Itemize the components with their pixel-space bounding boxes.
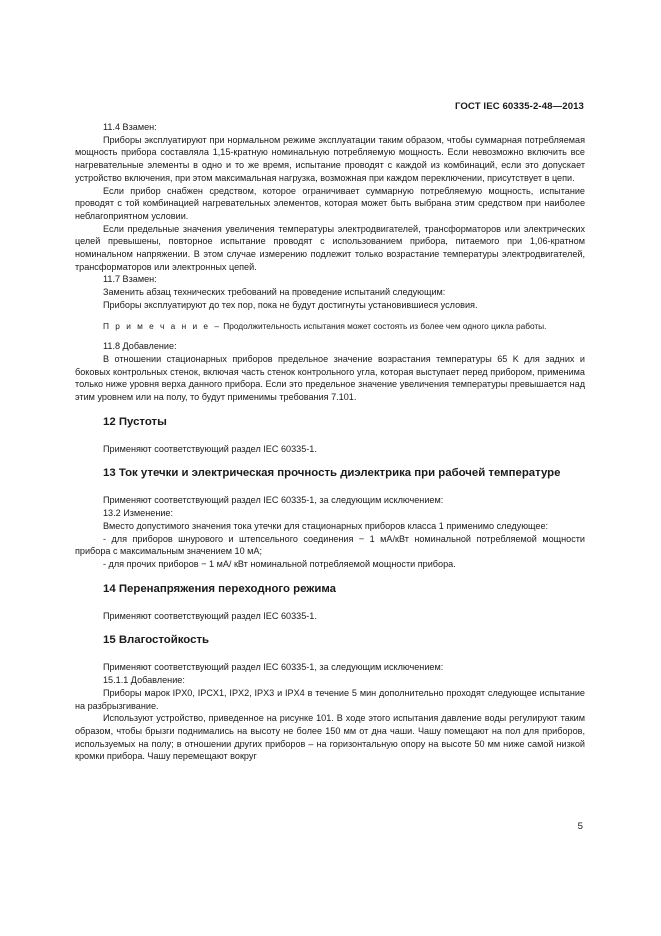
page-content — [75, 121, 585, 763]
section-14-heading: 14 Перенапряжения переходного режима — [103, 582, 336, 595]
clause-11-8-label: 11.8 Добавление: — [103, 341, 177, 352]
note-prefix: П р и м е ч а н и е – — [103, 320, 221, 331]
clause-11-4-label: 11.4 Взамен: — [103, 122, 157, 132]
clause-11-4-paragraph-3: Если предельные значения увеличения температуры электродвигателей, трансформаторов или электрических целей превышены, повторное испытание проводят с использованием прибора, питаемого при 1,06-кратном номинальном напряжении. В этом случае измерению подлежит только возрастание температуры электродвигателей, трансформаторов или электронных цепей. — [75, 223, 585, 272]
note-text: Продолжительность испытания может состоять из более чем одного цикла работы. — [223, 320, 547, 331]
clause-13-2-paragraph-3: - для прочих приборов − 1 мА/ кВт номинальной потребляемой мощности прибора. — [103, 558, 456, 569]
standard-header: ГОСТ IEC 60335-2-48—2013 — [454, 101, 584, 112]
clause-15-1-1-paragraph-1: Приборы марок IPX0, IPCX1, IPX2, IPX3 и IPX4 в течение 5 мин дополнительно проходят следующее испытание на разбрызгивание. — [75, 687, 585, 711]
section-15-heading: 15 Влагостойкость — [103, 634, 210, 647]
clause-11-7-note — [75, 320, 585, 333]
page-number: 5 — [577, 821, 583, 832]
clause-15-1-1-label: 15.1.1 Добавление: — [103, 675, 185, 686]
section-13-heading: 13 Ток утечки и электрическая прочность диэлектрика при рабочей температуре — [103, 467, 561, 480]
clause-11-4-paragraph-1: Приборы эксплуатируют при нормальном режиме эксплуатации таким образом, чтобы суммарная потребляемая мощность прибора составляла 1,15-кратную номинальную потребляемую мощность. Если невозможно включить все нагревательные элементы в одно и то же время, испытание проводят с каждой из комбинаций, если это допускает устройство включения, при этом максимальная нагрузка, возможная при каждом переключении, присутствует в цепи. — [75, 134, 585, 183]
section-12-heading: 12 Пустоты — [103, 415, 167, 428]
clause-11-7-label: 11.7 Взамен: — [103, 274, 157, 285]
section-13-paragraph-1: Применяют соответствующий раздел IEC 60335-1, за следующим исключением: — [103, 495, 444, 506]
clause-15-1-1-paragraph-2: Используют устройство, приведенное на рисунке 101. В ходе этого испытания давление воды регулируют таким образом, чтобы брызги поднимались на высоту не более 150 мм от дна чаши. Чашу помещают на пол для приборов, используемых на полу; в отношении других приборов – на горизонтальную опору на высоте 50 мм ниже самой низкой кромки прибора. Чашу перемещают вокруг — [75, 713, 585, 762]
clause-11-8-paragraph-1: В отношении стационарных приборов предельное значение возрастания температуры 65 K для задних и боковых контрольных стенок, включая часть стенок контрольного угла, которая выступает перед прибором, применима только ниже уровня верха данного прибора. Если это предельное значение увеличения температуры превышается над этим уровнем или на полу, то будут применимы требования 7.101. — [75, 353, 585, 403]
clause-11-4-paragraph-2: Если прибор снабжен средством, которое ограничивает суммарную потребляемую мощность, испытание проводят с той комбинацией нагревательных элементов, которая может быть выбрана этим средством при наиболее неблагоприятном условии. — [75, 185, 585, 221]
clause-13-2-paragraph-1: Вместо допустимого значения тока утечки для стационарных приборов класса 1 применимо следующее: — [103, 520, 549, 531]
section-12-paragraph-1: Применяют соответствующий раздел IEC 60335-1. — [103, 443, 317, 454]
clause-11-7-paragraph-1: Заменить абзац технических требований на проведение испытаний следующим: — [103, 287, 446, 298]
clause-13-2-paragraph-2: - для приборов шнурового и штепсельного соединения − 1 мА/кВт номинальной потребляемой мощности прибора с максимальным значением 10 мА; — [75, 533, 585, 557]
section-15-paragraph-1: Применяют соответствующий раздел IEC 60335-1, за следующим исключением: — [103, 662, 444, 673]
clause-13-2-label: 13.2 Изменение: — [103, 508, 174, 519]
clause-11-7-paragraph-2: Приборы эксплуатируют до тех пор, пока не будут достигнуты установившиеся условия. — [103, 299, 478, 310]
section-14-paragraph-1: Применяют соответствующий раздел IEC 60335-1. — [103, 610, 317, 621]
